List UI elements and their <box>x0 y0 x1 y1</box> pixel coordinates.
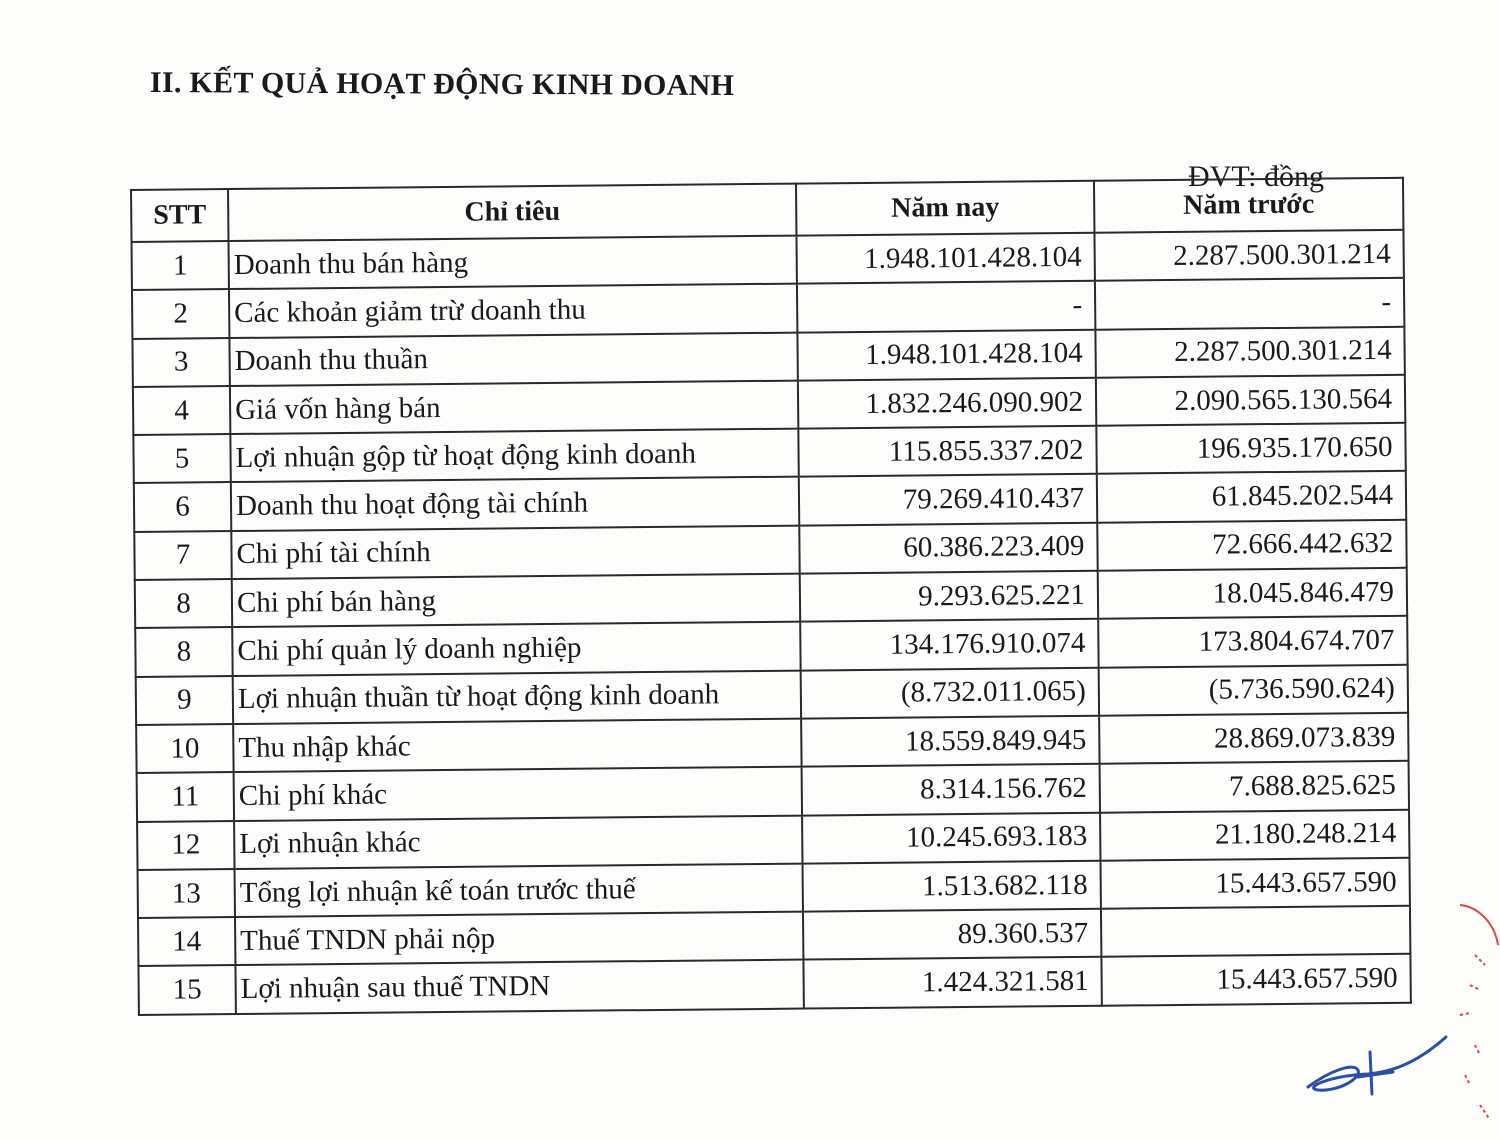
row-item: Giá vốn hàng bán <box>230 380 798 434</box>
row-current-year-value: 1.832.246.090.902 <box>798 378 1096 429</box>
row-previous-year-value: 72.666.442.632 <box>1097 520 1406 571</box>
row-previous-year-value: 18.045.846.479 <box>1098 568 1407 619</box>
row-stt: 6 <box>134 483 231 532</box>
row-previous-year-value: (5.736.590.624) <box>1099 664 1408 715</box>
income-statement-table <box>130 177 1412 1016</box>
row-previous-year-value: 15.443.657.590 <box>1100 858 1409 909</box>
row-previous-year-value: 196.935.170.650 <box>1096 423 1405 474</box>
row-current-year-value: 1.513.682.118 <box>803 861 1101 912</box>
row-previous-year-value: - <box>1095 278 1404 329</box>
red-stamp-icon <box>1440 895 1500 1139</box>
row-stt: 3 <box>132 338 229 387</box>
row-previous-year-value: 21.180.248.214 <box>1100 809 1409 860</box>
row-stt: 13 <box>138 869 235 918</box>
signature-icon <box>1298 1032 1448 1104</box>
row-item: Tổng lợi nhuận kế toán trước thuế <box>235 863 803 917</box>
header-item: Chỉ tiêu <box>228 184 796 241</box>
income-statement-table-wrap <box>130 177 1410 1016</box>
row-previous-year-value: 28.869.073.839 <box>1099 713 1408 764</box>
row-item: Chi phí bán hàng <box>232 574 800 628</box>
row-previous-year-value: 15.443.657.590 <box>1101 954 1410 1005</box>
row-stt: 1 <box>132 241 229 290</box>
row-stt: 10 <box>136 724 233 773</box>
row-stt: 8 <box>135 627 232 676</box>
row-stt: 2 <box>132 289 229 338</box>
row-current-year-value: - <box>797 281 1095 332</box>
row-item: Thu nhập khác <box>233 719 801 773</box>
row-current-year-value: (8.732.011.065) <box>801 667 1099 718</box>
row-current-year-value: 1.948.101.428.104 <box>796 233 1094 284</box>
row-item: Doanh thu hoạt động tài chính <box>231 477 799 531</box>
row-stt: 11 <box>137 772 234 821</box>
row-item: Lợi nhuận thuần từ hoạt động kinh doanh <box>233 670 801 724</box>
row-current-year-value: 1.424.321.581 <box>803 957 1101 1008</box>
row-previous-year-value: 61.845.202.544 <box>1097 471 1406 522</box>
row-item: Các khoản giảm trừ doanh thu <box>229 284 797 338</box>
row-current-year-value: 8.314.156.762 <box>802 764 1100 815</box>
row-current-year-value: 115.855.337.202 <box>798 426 1096 477</box>
header-stt: STT <box>131 189 228 242</box>
row-stt: 15 <box>138 965 235 1014</box>
row-stt: 5 <box>133 434 230 483</box>
row-item: Chi phí quản lý doanh nghiệp <box>232 622 800 676</box>
row-stt: 9 <box>136 676 233 725</box>
row-previous-year-value: 2.287.500.301.214 <box>1094 230 1403 281</box>
row-current-year-value: 79.269.410.437 <box>799 474 1097 525</box>
row-previous-year-value: 7.688.825.625 <box>1100 761 1409 812</box>
row-previous-year-value: 2.287.500.301.214 <box>1095 326 1404 377</box>
row-current-year-value: 134.176.910.074 <box>800 619 1098 670</box>
row-stt: 14 <box>138 917 235 966</box>
row-previous-year-value <box>1101 906 1410 957</box>
row-current-year-value: 9.293.625.221 <box>800 571 1098 622</box>
row-previous-year-value: 2.090.565.130.564 <box>1096 375 1405 426</box>
row-stt: 8 <box>135 579 232 628</box>
currency-unit: ĐVT: đồng <box>1188 160 1324 193</box>
row-previous-year-value: 173.804.674.707 <box>1098 616 1407 667</box>
row-stt: 7 <box>134 531 231 580</box>
section-heading: II. KẾT QUẢ HOẠT ĐỘNG KINH DOANH <box>149 66 735 103</box>
row-item: Thuế TNDN phải nộp <box>235 912 803 966</box>
header-current-year: Năm nay <box>796 181 1094 236</box>
row-current-year-value: 89.360.537 <box>803 909 1101 960</box>
row-item: Doanh thu bán hàng <box>229 236 797 290</box>
row-item: Doanh thu thuần <box>229 332 797 386</box>
row-item: Chi phí khác <box>234 767 802 821</box>
row-item: Chi phí tài chính <box>231 525 799 579</box>
row-stt: 12 <box>137 821 234 870</box>
row-item: Lợi nhuận gộp từ hoạt động kinh doanh <box>230 429 798 483</box>
row-item: Lợi nhuận sau thuế TNDN <box>235 960 803 1014</box>
header-previous-year: Năm trước <box>1094 178 1403 233</box>
row-current-year-value: 10.245.693.183 <box>802 812 1100 863</box>
row-current-year-value: 60.386.223.409 <box>799 523 1097 574</box>
row-stt: 4 <box>133 386 230 435</box>
row-item: Lợi nhuận khác <box>234 815 802 869</box>
row-current-year-value: 18.559.849.945 <box>801 716 1099 767</box>
row-current-year-value: 1.948.101.428.104 <box>797 329 1095 380</box>
